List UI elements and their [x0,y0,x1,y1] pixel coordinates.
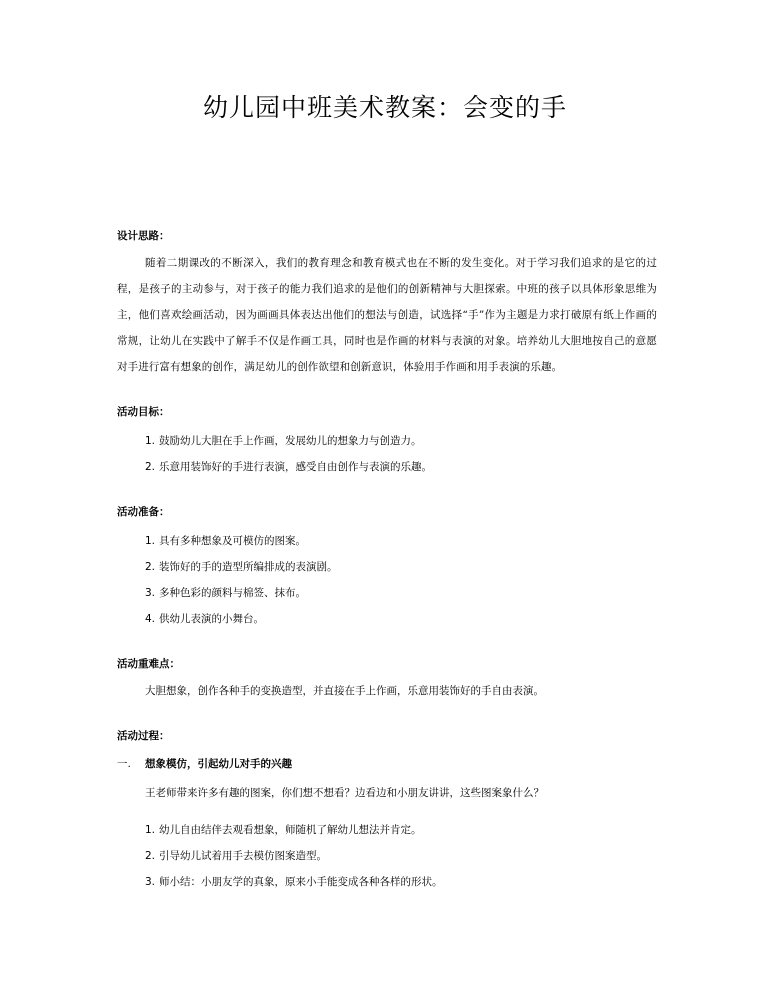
step-intro: 王老师带来许多有趣的图案，你们想不想看？边看边和小朋友讲讲，这些图案象什么？ [145,787,544,799]
list-item [117,843,657,869]
prep-heading: 活动准备： [117,506,170,518]
list-text: 供幼儿表演的小舞台。 [159,613,265,625]
list-number: 1. [145,435,156,447]
list-number: 4. [145,613,156,625]
list-text: 乐意用装饰好的手进行表演，感受自由创作与表演的乐趣。 [159,461,433,473]
list-item [117,606,657,632]
section-key [117,654,657,704]
list-number: 3. [145,875,156,888]
goals-list [117,428,657,480]
section-design [117,226,657,380]
list-text: 师小结：小朋友学的真象，原来小手能变成各种各样的形状。 [159,875,443,888]
key-text: 大胆想象，创作各种手的变换造型，并直接在手上作画，乐意用装饰好的手自由表演。 [145,685,544,697]
section-prep [117,502,657,632]
step-title: 想象模仿，引起幼儿对手的兴趣 [145,758,292,770]
list-text: 鼓励幼儿大胆在手上作画，发展幼儿的想象力与创造力。 [159,435,422,447]
list-item [117,428,657,454]
prep-list [117,528,657,632]
key-heading: 活动重难点： [117,658,180,670]
list-number: 3. [145,587,156,599]
list-item [117,528,657,554]
list-item [117,817,657,843]
list-text: 幼儿自由结伴去观看想象，师随机了解幼儿想法并肯定。 [159,823,422,836]
section-process [117,726,657,895]
list-item [117,869,657,895]
list-number: 2. [145,561,156,573]
list-text: 装饰好的手的造型所编排成的表演剧。 [159,561,338,573]
list-number: 2. [145,461,156,473]
list-text: 具有多种想象及可模仿的图案。 [159,535,307,547]
design-heading: 设计思路： [117,230,170,242]
section-goals [117,402,657,480]
process-heading: 活动过程： [117,730,170,742]
list-number: 1. [145,535,156,547]
document-title: 幼儿园中班美术教案：会变的手 [202,93,567,122]
step-index: 一. [117,758,131,770]
list-text: 引导幼儿试着用手去模仿图案造型。 [159,849,328,862]
list-text: 多种色彩的颜料与棉签、抹布。 [159,587,307,599]
design-paragraph: 随着二期课改的不断深入，我们的教育理念和教育模式也在不断的发生变化。对于学习我们追求的是它的过程，是孩子的主动参与，对于孩子的能力我们追求的是他们的创新精神与大胆探索。中班的孩子以具体形象思维为主，他们喜欢绘画活动，因为画画具体表达出他们的想法与创造，试选择“手”作为主题是力求打破原有纸上作画的常规，让幼儿在实践中了解手不仅是作画工具，同时也是作画的材料与表演的对象。培养幼儿大胆地按自己的意愿对手进行富有想象的创作，满足幼儿的创作欲望和创新意识，体验用手作画和用手表演的乐趣。 [117,257,657,373]
list-number: 2. [145,849,156,862]
list-item [117,454,657,480]
goals-heading: 活动目标： [117,406,170,418]
document-body [117,226,657,895]
list-item [117,580,657,606]
list-number: 1. [145,823,156,836]
process-step-title [117,752,657,776]
list-item [117,554,657,580]
step-list [117,817,657,895]
